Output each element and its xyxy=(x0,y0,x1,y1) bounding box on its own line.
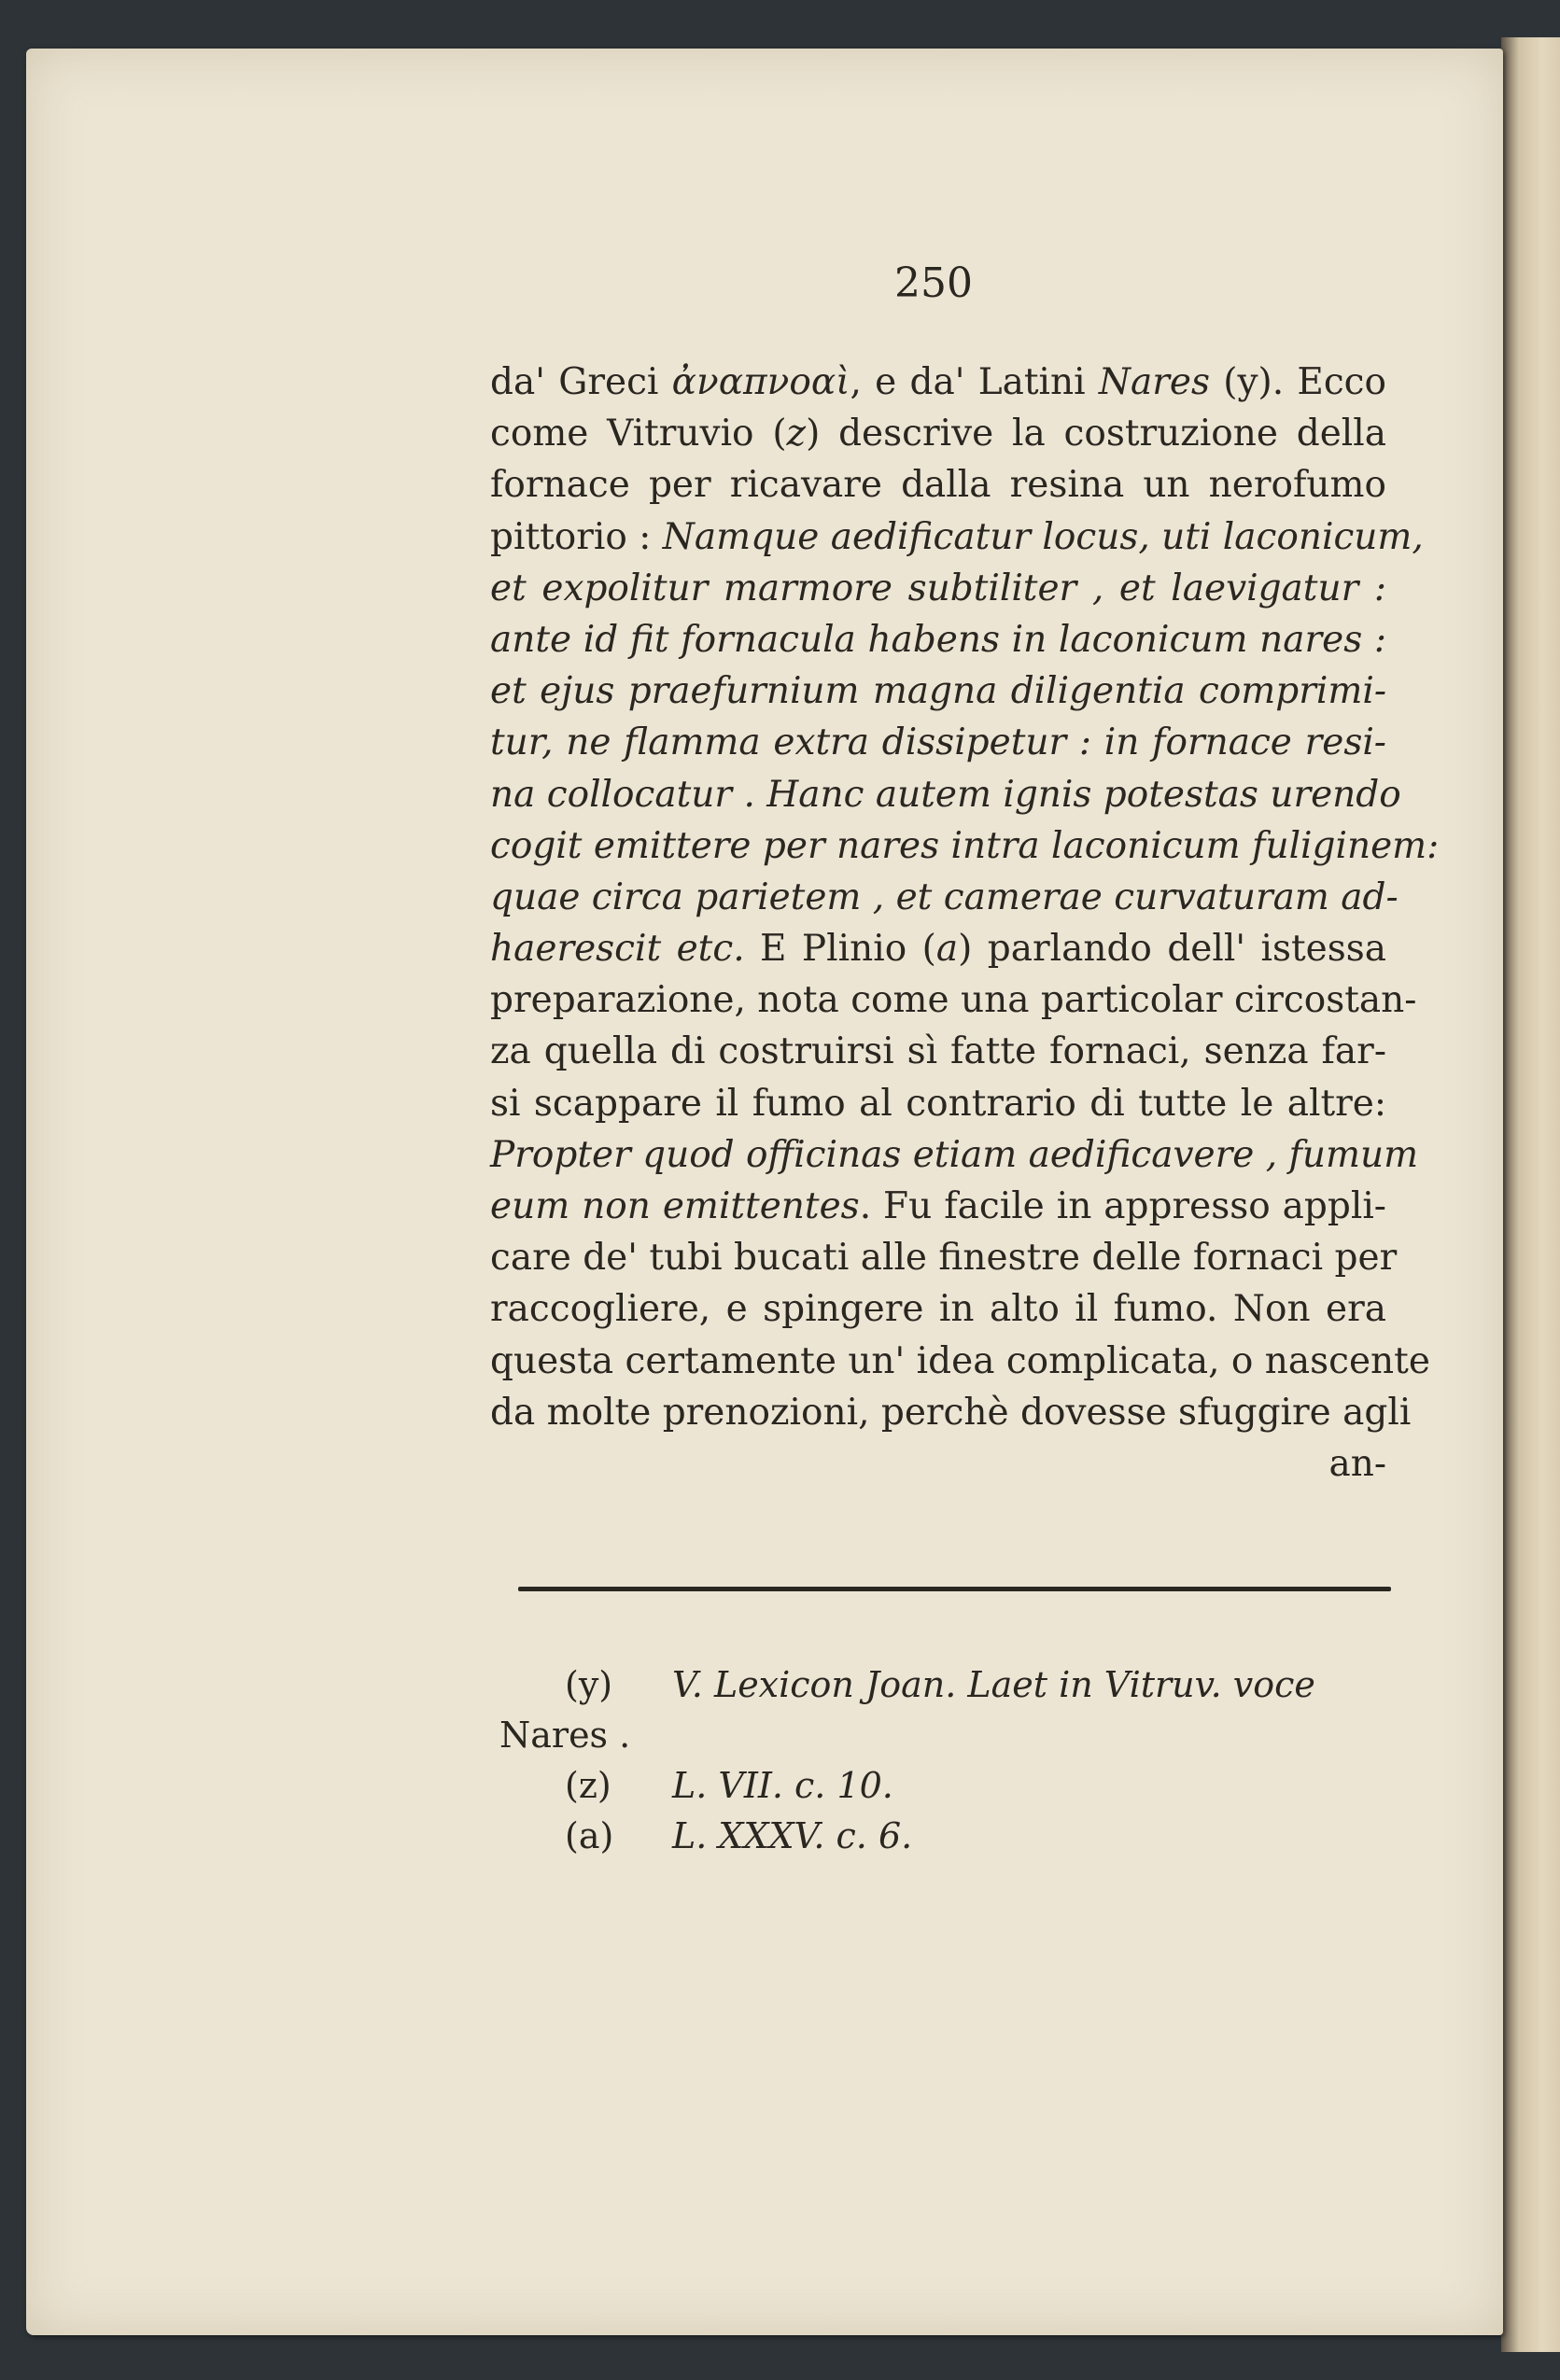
text-segment: et ejus praefurnium magna diligentia comprimi- xyxy=(490,670,1386,713)
text-segment: eum non emittentes xyxy=(490,1185,860,1227)
text-line xyxy=(490,357,1386,408)
text-segment: quae circa parietem , et camerae curvaturam ad- xyxy=(490,875,1398,918)
text-segment: za quella di costruirsi sì fatte fornaci, senza far- xyxy=(490,1030,1386,1073)
text-line xyxy=(490,459,1386,511)
text-line xyxy=(490,1387,1412,1438)
text-line xyxy=(490,614,1386,665)
text-segment: questa certamente un' idea complicata, o nascente xyxy=(490,1339,1430,1382)
text-segment: et expolitur marmore subtiliter , et laevigatur : xyxy=(490,567,1386,609)
text-line xyxy=(490,511,1424,563)
text-segment: da molte prenozioni, perchè dovesse sfuggire agli xyxy=(490,1391,1412,1434)
text-segment: care de' tubi bucati alle finestre delle fornaci per xyxy=(490,1237,1398,1280)
text-segment: Propter quod officinas etiam aedificavere , fumum xyxy=(490,1133,1419,1176)
catchword: an- xyxy=(1328,1442,1386,1485)
text-line xyxy=(490,1336,1430,1387)
text-segment: Nares xyxy=(1098,361,1210,403)
text-line xyxy=(490,408,1386,459)
text-line xyxy=(490,1026,1386,1077)
text-segment: ) parlando dell' istessa xyxy=(958,928,1386,971)
text-segment: tur, ne flamma extra dissipetur : in fornace resi- xyxy=(490,721,1386,764)
footnote-rule xyxy=(518,1587,1391,1591)
footnote-y-continuation xyxy=(499,1710,1400,1760)
footnote-text: L. XXXV. c. 6. xyxy=(672,1815,913,1856)
text-line xyxy=(490,1283,1386,1335)
text-line xyxy=(490,665,1386,717)
text-segment: Namque aedificatur locus, uti laconicum, xyxy=(662,515,1424,558)
text-line xyxy=(490,717,1386,768)
footnote-marker: (z) xyxy=(565,1765,611,1806)
text-line xyxy=(490,974,1417,1026)
text-line xyxy=(490,1232,1398,1283)
text-segment: a xyxy=(935,928,959,971)
adjacent-page-edge xyxy=(1501,37,1560,2352)
text-line xyxy=(490,820,1440,872)
text-segment: cogit emittere per nares intra laconicum fuliginem: xyxy=(490,824,1440,867)
footnote-text: L. VII. c. 10. xyxy=(672,1765,893,1806)
text-segment: pittorio : xyxy=(490,515,663,558)
text-segment: come Vitruvio ( xyxy=(490,413,787,455)
text-line xyxy=(490,769,1401,820)
text-segment: si scappare il fumo al contrario di tutte le altre: xyxy=(490,1082,1386,1125)
text-segment: . Fu facile in appresso appli- xyxy=(859,1185,1386,1227)
text-segment: preparazione, nota come una particolar circostan- xyxy=(490,979,1417,1022)
main-text xyxy=(490,357,1440,1490)
text-line xyxy=(490,1181,1386,1232)
text-segment: da' Greci xyxy=(490,361,672,403)
text-segment: raccogliere, e spingere in alto il fumo. Non era xyxy=(490,1288,1386,1331)
text-line xyxy=(490,1078,1386,1129)
footnote-marker: (a) xyxy=(565,1815,614,1856)
text-line xyxy=(490,923,1386,974)
footnote-marker: (y) xyxy=(565,1664,613,1705)
text-segment: (y). Ecco xyxy=(1209,361,1386,403)
text-segment: z xyxy=(786,413,807,455)
text-segment: haerescit etc. xyxy=(490,928,745,971)
text-segment: fornace per ricavare dalla resina un nerofumo xyxy=(490,464,1386,507)
footnote-text: V. Lexicon Joan. Laet in Vitruv. voce xyxy=(672,1664,1315,1705)
text-line xyxy=(490,1129,1419,1181)
footnote-z xyxy=(532,1760,1400,1811)
page-number: 250 xyxy=(894,259,973,307)
footnote-text: Nares . xyxy=(499,1715,631,1756)
text-segment: ante id fit fornacula habens in laconicum nares : xyxy=(490,618,1386,661)
text-line xyxy=(490,872,1398,923)
text-segment: , e da' Latini xyxy=(850,361,1099,403)
text-segment: E Plinio ( xyxy=(744,928,936,971)
text-segment: na collocatur . Hanc autem ignis potestas urendo xyxy=(490,773,1401,816)
footnote-y xyxy=(532,1659,1400,1710)
footnotes xyxy=(499,1659,1400,1861)
text-line xyxy=(490,563,1386,614)
footnote-a xyxy=(532,1811,1400,1861)
text-segment: ) descrive la costruzione della xyxy=(806,413,1386,455)
text-segment: ἀναπνοαὶ xyxy=(671,361,850,403)
